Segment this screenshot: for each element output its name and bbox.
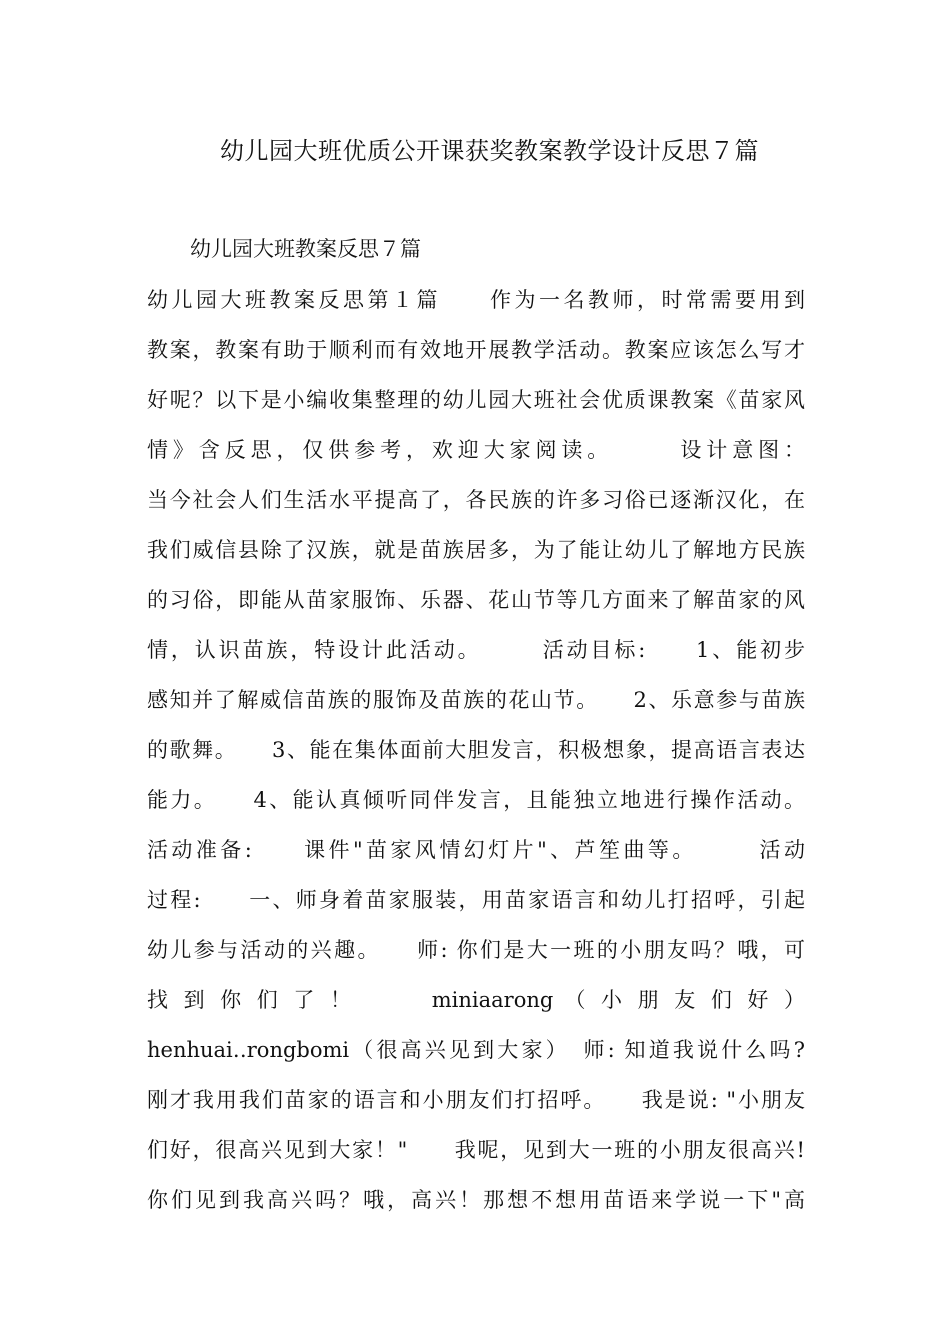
body-line: 刚才我用我们苗家的语言和小朋友们打招呼。 我是说: "小朋友 <box>147 1088 805 1112</box>
document-subtitle: 幼儿园大班教案反思７篇 <box>190 237 421 261</box>
body-line: 找 到 你 们 了 ！ miniaarong （ 小 朋 友 们 好 ） <box>147 988 805 1012</box>
body-line: 幼儿园大班教案反思第１篇 作为一名教师，时常需要用到 <box>147 288 805 312</box>
body-line: henhuai‥rongbomi（很高兴见到大家） 师: 知道我说什么吗? <box>147 1038 805 1062</box>
body-line: 活动准备: 课件"苗家风情幻灯片"、芦笙曲等。 活动 <box>147 838 805 862</box>
document-body <box>147 282 805 1232</box>
body-line: 情，认识苗族，特设计此活动。 活动目标: 1、能初步 <box>147 638 805 662</box>
body-line: 的习俗，即能从苗家服饰、乐器、花山节等几方面来了解苗家的风 <box>147 588 805 612</box>
document-title: 幼儿园大班优质公开课获奖教案教学设计反思７篇 <box>220 137 759 165</box>
body-line: 们好，很高兴见到大家！" 我呢，见到大一班的小朋友很高兴! <box>147 1138 805 1162</box>
body-line: 你们见到我高兴吗？哦，高兴！那想不想用苗语来学说一下"高 <box>147 1188 805 1212</box>
body-line: 教案，教案有助于顺利而有效地开展教学活动。教案应该怎么写才 <box>147 338 805 362</box>
body-line: 好呢？以下是小编收集整理的幼儿园大班社会优质课教案《苗家风 <box>147 388 805 412</box>
body-line: 感知并了解威信苗族的服饰及苗族的花山节。 2、乐意参与苗族 <box>147 688 805 712</box>
body-line: 情》含反思，仅供参考，欢迎大家阅读。 设计意图： <box>147 438 805 462</box>
body-line: 当今社会人们生活水平提高了，各民族的许多习俗已逐渐汉化，在 <box>147 488 805 512</box>
body-line: 幼儿参与活动的兴趣。 师: 你们是大一班的小朋友吗？哦，可 <box>147 938 805 962</box>
body-line: 我们威信县除了汉族，就是苗族居多，为了能让幼儿了解地方民族 <box>147 538 805 562</box>
body-line: 能力。 4、能认真倾听同伴发言，且能独立地进行操作活动。 <box>147 788 805 812</box>
body-line: 过程: 一、师身着苗家服装，用苗家语言和幼儿打招呼，引起 <box>147 888 805 912</box>
body-line: 的歌舞。 3、能在集体面前大胆发言，积极想象，提高语言表达 <box>147 738 805 762</box>
